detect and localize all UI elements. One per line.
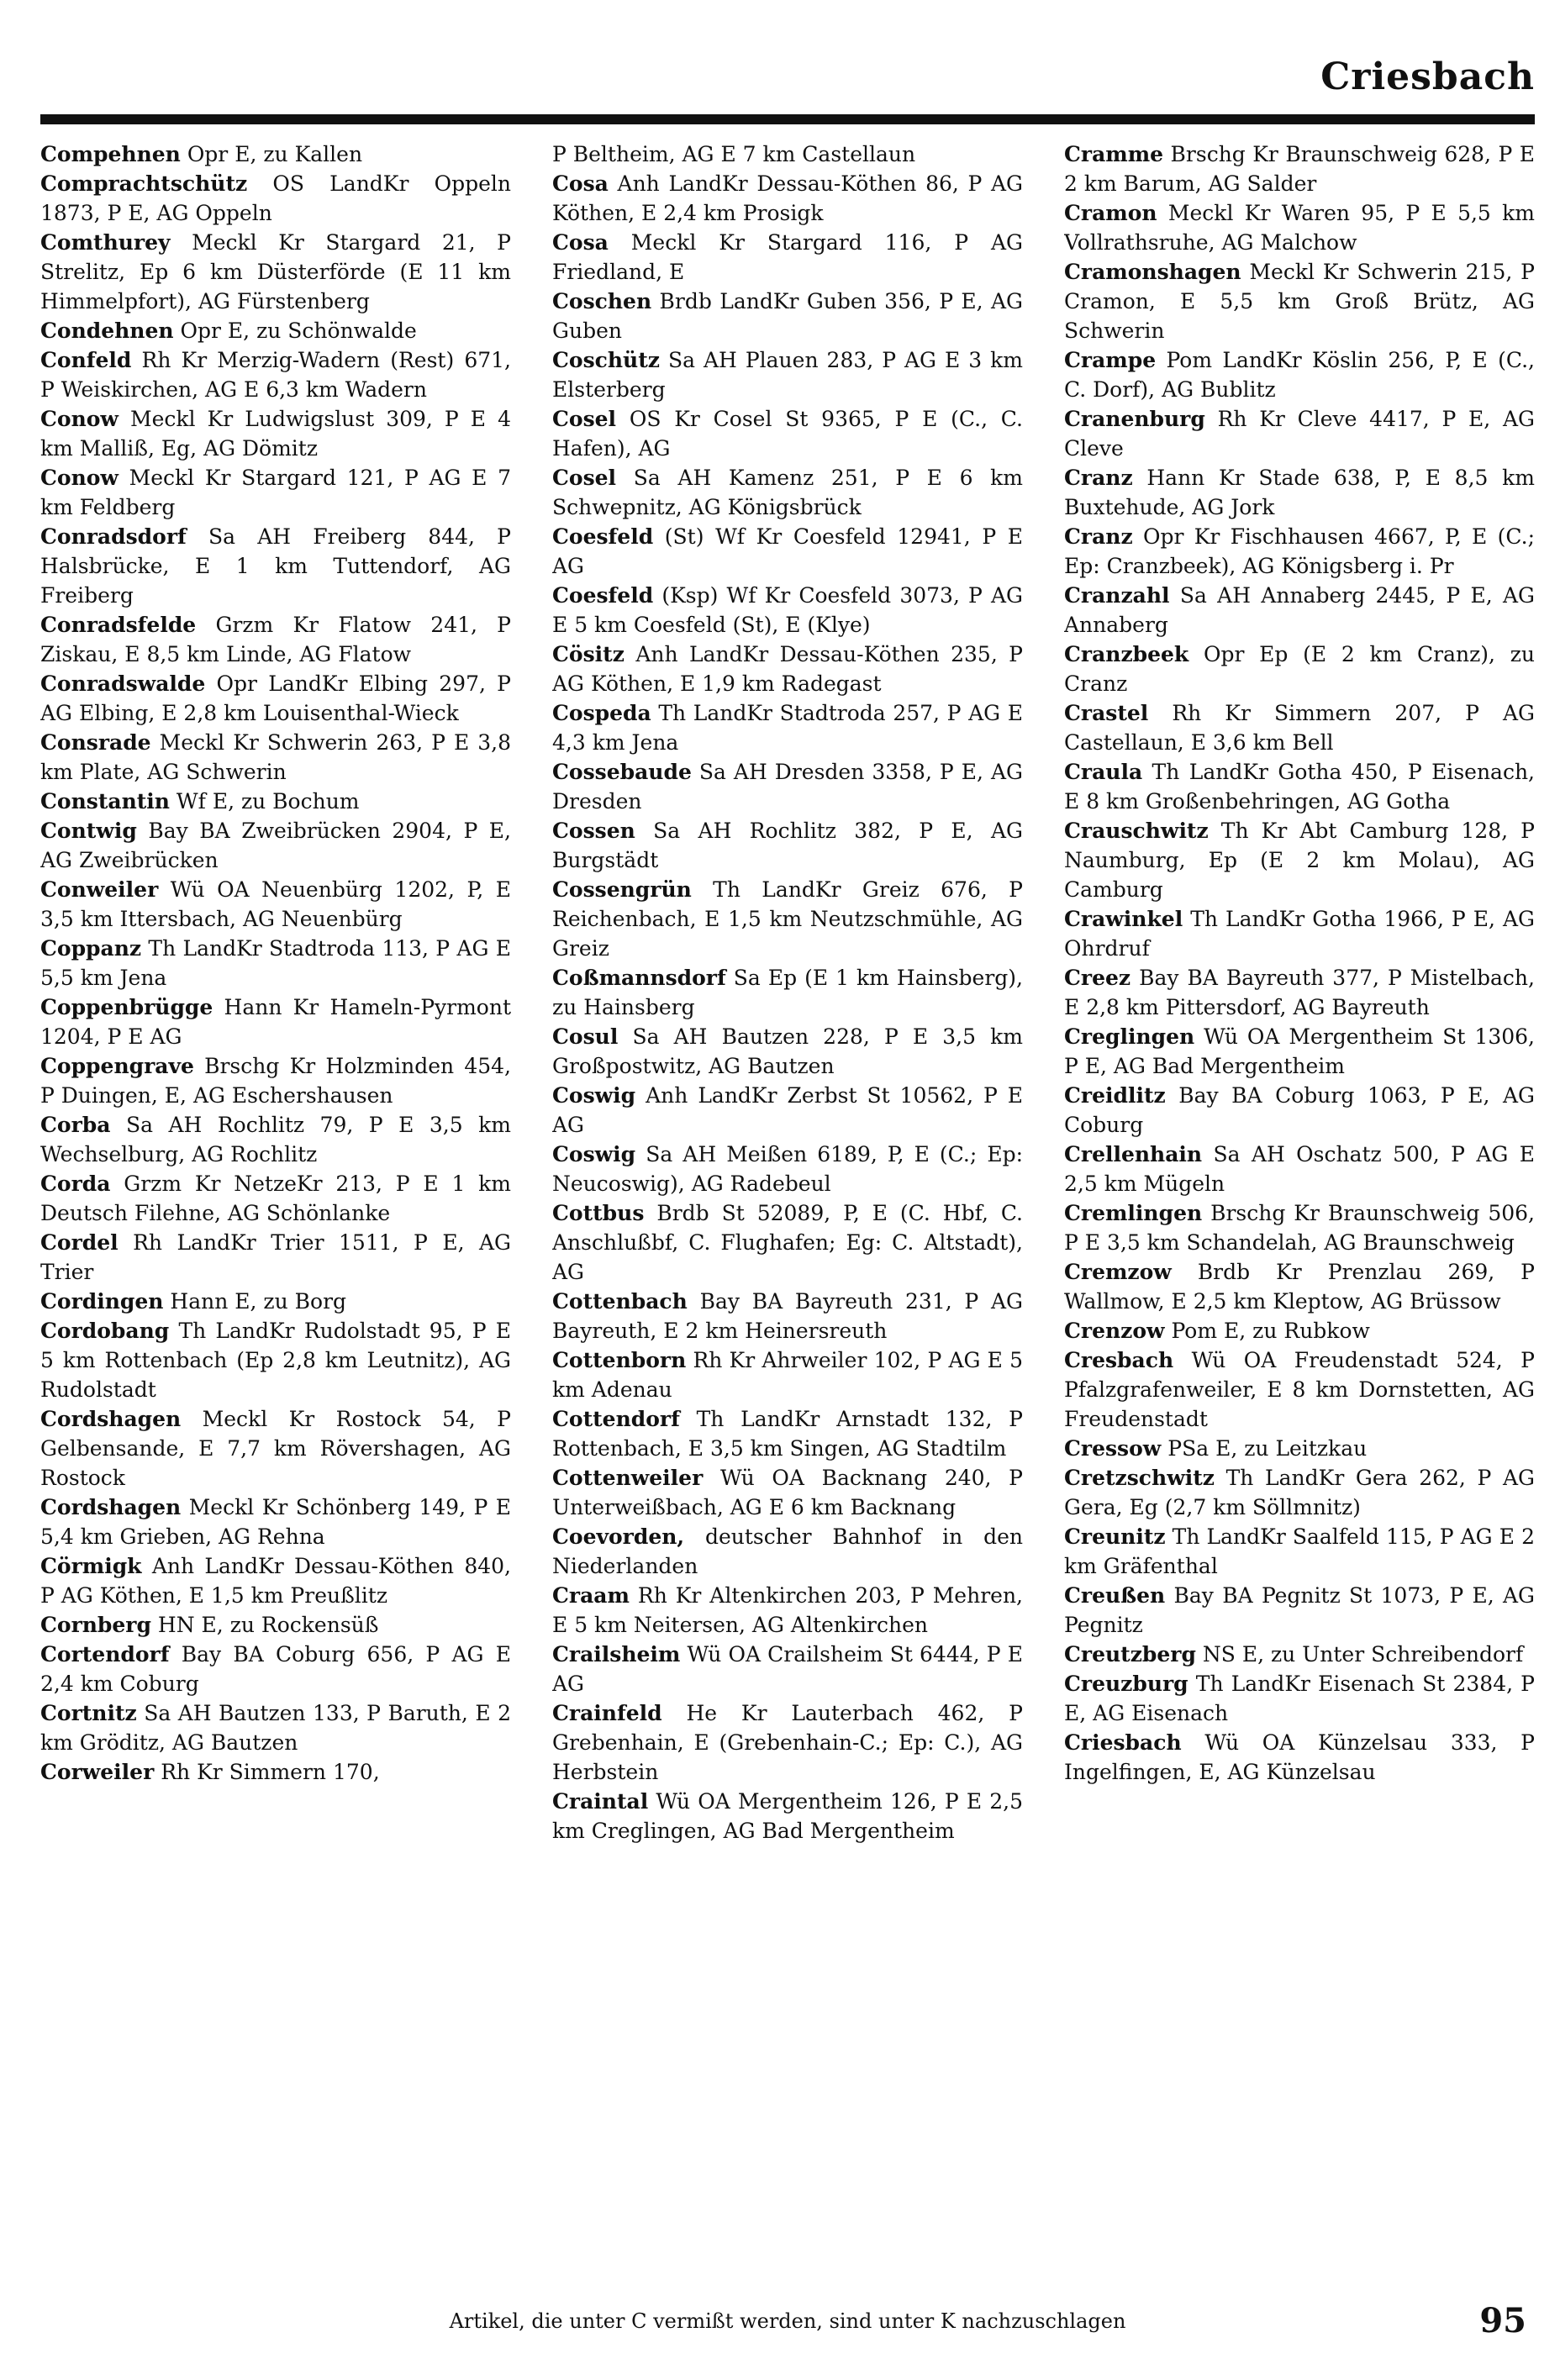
entry-name: Crastel <box>1064 701 1149 725</box>
gazetteer-entry <box>552 963 1023 1022</box>
entry-name: Cremlingen <box>1064 1201 1203 1225</box>
gazetteer-entry <box>552 640 1023 698</box>
entry-text: Wf E, zu Bochum <box>176 789 360 814</box>
entry-name: Cottbus <box>552 1201 645 1225</box>
entry-name: Craam <box>552 1583 630 1608</box>
gazetteer-entry <box>1064 1728 1535 1787</box>
entry-name: Cottenweiler <box>552 1466 704 1490</box>
entry-name: Conow <box>40 407 119 431</box>
entry-text: Sa AH Meißen 6189, P, E (C.; Ep: Neucoswig), AG Radebeul <box>552 1142 1023 1196</box>
entry-text: OS LandKr Oppeln 1873, P E, AG Oppeln <box>40 171 511 225</box>
entry-text: Brdb St 52089, P, E (C. Hbf, C. Anschlußbf, C. Flughafen; Eg: C. Altstadt), AG <box>552 1201 1023 1284</box>
gazetteer-entry <box>40 1316 511 1404</box>
entry-name: Coevorden, <box>552 1524 685 1549</box>
entry-text: Brdb LandKr Guben 356, P E, AG Guben <box>552 289 1023 343</box>
gazetteer-entry <box>1064 698 1535 757</box>
entry-name: Coppengrave <box>40 1054 194 1078</box>
entry-name: Cramon <box>1064 201 1157 225</box>
gazetteer-entry <box>552 1345 1023 1404</box>
entry-text: Brschg Kr Braunschweig 506, P E 3,5 km Schandelah, AG Braunschweig <box>1064 1201 1535 1255</box>
entry-name: Coschütz <box>552 348 660 372</box>
gazetteer-entry <box>1064 345 1535 404</box>
entry-name: Conweiler <box>40 877 159 902</box>
entry-text: Sa AH Freiberg 844, P Halsbrücke, E 1 km Tuttendorf, AG Freiberg <box>40 524 511 608</box>
entry-text: Meckl Kr Stargard 116, P AG Friedland, E <box>552 230 1023 284</box>
gazetteer-entry <box>1064 1316 1535 1345</box>
entry-text: deutscher Bahnhof in den Niederlanden <box>552 1524 1023 1578</box>
entry-name: Crenzow <box>1064 1319 1165 1343</box>
entry-name: Creglingen <box>1064 1024 1195 1049</box>
page-footer <box>40 2301 1535 2343</box>
gazetteer-entry <box>552 169 1023 228</box>
entry-name: Creutzberg <box>1064 1642 1196 1667</box>
entry-name: Corba <box>40 1113 111 1137</box>
entry-name: Conradsdorf <box>40 524 187 549</box>
gazetteer-entry <box>40 228 511 316</box>
entry-text: Meckl Kr Ludwigslust 309, P E 4 km Malliß, Eg, AG Dömitz <box>40 407 511 461</box>
entry-name: Cordshagen <box>40 1407 182 1431</box>
entry-text: Hann Kr Stade 638, P, E 8,5 km Buxtehude, AG Jork <box>1064 466 1535 519</box>
gazetteer-entry <box>552 522 1023 581</box>
entry-name: Cranenburg <box>1064 407 1205 431</box>
gazetteer-entry <box>1064 1345 1535 1434</box>
entry-text: Sa AH Oschatz 500, P AG E 2,5 km Mügeln <box>1064 1142 1535 1196</box>
entry-text: Th LandKr Stadtroda 257, P AG E 4,3 km Jena <box>552 701 1023 755</box>
entry-name: Cosel <box>552 466 617 490</box>
gazetteer-entry <box>1064 1581 1535 1640</box>
entry-text: Brdb Kr Prenzlau 269, P Wallmow, E 2,5 km Kleptow, AG Brüssow <box>1064 1260 1535 1314</box>
gazetteer-entry <box>40 1051 511 1110</box>
gazetteer-entry <box>1064 140 1535 198</box>
gazetteer-entry <box>40 522 511 610</box>
entry-name: Cosa <box>552 230 609 255</box>
entry-name: Cospeda <box>552 701 651 725</box>
gazetteer-entry <box>552 140 1023 169</box>
entry-name: Creuzburg <box>1064 1672 1188 1696</box>
entry-name: Constantin <box>40 789 170 814</box>
entry-text: Meckl Kr Waren 95, P E 5,5 km Vollrathsruhe, AG Malchow <box>1064 201 1535 255</box>
gazetteer-entry <box>40 316 511 345</box>
column-1 <box>40 140 511 2274</box>
entry-name: Comthurey <box>40 230 171 255</box>
entry-name: Conow <box>40 466 119 490</box>
entry-name: Cossebaude <box>552 760 692 784</box>
entry-name: Cösitz <box>552 642 625 666</box>
entry-text: NS E, zu Unter Schreibendorf <box>1202 1642 1524 1667</box>
entry-name: Cranz <box>1064 466 1133 490</box>
entry-name: Coswig <box>552 1083 636 1108</box>
entry-text: Meckl Kr Schönberg 149, P E 5,4 km Grieben, AG Rehna <box>40 1495 511 1549</box>
entry-name: Cortnitz <box>40 1701 137 1725</box>
entry-name: Contwig <box>40 819 137 843</box>
gazetteer-entry <box>552 1404 1023 1463</box>
entry-text: Sa AH Dresden 3358, P E, AG Dresden <box>552 760 1023 814</box>
entry-columns <box>40 140 1535 2274</box>
entry-text: Wü OA Neuenbürg 1202, P, E 3,5 km Ittersbach, AG Neuenbürg <box>40 877 511 931</box>
entry-name: Coesfeld <box>552 583 654 608</box>
entry-text: Pom LandKr Köslin 256, P, E (C., C. Dorf), AG Bublitz <box>1064 348 1535 402</box>
entry-name: Consrade <box>40 730 151 755</box>
gazetteer-entry <box>552 1140 1023 1198</box>
gazetteer-entry <box>40 1610 511 1640</box>
gazetteer-entry <box>552 1787 1023 1846</box>
entry-text: Wü OA Crailsheim St 6444, P E AG <box>552 1642 1023 1696</box>
gazetteer-entry <box>552 287 1023 345</box>
entry-text: Meckl Kr Stargard 121, P AG E 7 km Feldberg <box>40 466 511 519</box>
gazetteer-entry <box>40 1757 511 1787</box>
gazetteer-entry <box>40 1493 511 1551</box>
entry-name: Crailsheim <box>552 1642 681 1667</box>
entry-name: Crawinkel <box>1064 907 1183 931</box>
gazetteer-entry <box>40 610 511 669</box>
gazetteer-entry <box>1064 1081 1535 1140</box>
gazetteer-entry <box>40 1640 511 1698</box>
gazetteer-entry <box>1064 1140 1535 1198</box>
entry-text: Wü OA Mergentheim 126, P E 2,5 km Creglingen, AG Bad Mergentheim <box>552 1789 1023 1843</box>
entry-text: Bay BA Bayreuth 231, P AG Bayreuth, E 2 km Heinersreuth <box>552 1289 1023 1343</box>
gazetteer-entry <box>40 787 511 816</box>
gazetteer-entry <box>40 993 511 1051</box>
entry-name: Criesbach <box>1064 1730 1182 1755</box>
entry-name: Cramonshagen <box>1064 260 1241 284</box>
entry-name: Cordobang <box>40 1319 170 1343</box>
gazetteer-entry <box>552 816 1023 875</box>
gazetteer-entry <box>1064 522 1535 581</box>
entry-text: Sa Ep (E 1 km Hainsberg), zu Hainsberg <box>552 966 1023 1019</box>
gazetteer-entry <box>552 1022 1023 1081</box>
entry-text: Rh Kr Cleve 4417, P E, AG Cleve <box>1064 407 1535 461</box>
entry-text: Th LandKr Saalfeld 115, P AG E 2 km Gräfenthal <box>1064 1524 1535 1578</box>
entry-name: Crampe <box>1064 348 1157 372</box>
entry-text: Rh Kr Simmern 207, P AG Castellaun, E 3,6 km Bell <box>1064 701 1535 755</box>
entry-name: Cranz <box>1064 524 1133 549</box>
entry-name: Coßmannsdorf <box>552 966 726 990</box>
gazetteer-entry <box>552 228 1023 287</box>
entry-text: Anh LandKr Dessau-Köthen 840, P AG Köthen, E 1,5 km Preußlitz <box>40 1554 511 1608</box>
entry-text: Opr Ep (E 2 km Cranz), zu Cranz <box>1064 642 1535 696</box>
gazetteer-entry <box>552 1640 1023 1698</box>
entry-text: Bay BA Coburg 1063, P E, AG Coburg <box>1064 1083 1535 1137</box>
gazetteer-entry <box>1064 1257 1535 1316</box>
entry-text: Wü OA Freudenstadt 524, P Pfalzgrafenweiler, E 8 km Dornstetten, AG Freudenstadt <box>1064 1348 1535 1431</box>
gazetteer-entry <box>1064 1463 1535 1522</box>
entry-text: Pom E, zu Rubkow <box>1171 1319 1370 1343</box>
gazetteer-entry <box>552 1198 1023 1287</box>
entry-name: Confeld <box>40 348 132 372</box>
gazetteer-entry <box>552 1081 1023 1140</box>
entry-text: Rh LandKr Trier 1511, P E, AG Trier <box>40 1230 511 1284</box>
entry-text: Th Kr Abt Camburg 128, P Naumburg, Ep (E 2 km Molau), AG Camburg <box>1064 819 1535 902</box>
entry-text: Bay BA Pegnitz St 1073, P E, AG Pegnitz <box>1064 1583 1535 1637</box>
entry-text: Meckl Kr Rostock 54, P Gelbensande, E 7,7 km Rövershagen, AG Rostock <box>40 1407 511 1490</box>
entry-text: Grzm Kr NetzeKr 213, P E 1 km Deutsch Filehne, AG Schönlanke <box>40 1172 511 1225</box>
entry-name: Creunitz <box>1064 1524 1166 1549</box>
entry-text: Meckl Kr Schwerin 215, P Cramon, E 5,5 km Groß Brütz, AG Schwerin <box>1064 260 1535 343</box>
entry-name: Conradsfelde <box>40 613 197 637</box>
entry-name: Cosa <box>552 171 609 196</box>
entry-text: Rh Kr Simmern 170, <box>161 1760 380 1784</box>
gazetteer-entry <box>40 728 511 787</box>
entry-name: Cretzschwitz <box>1064 1466 1215 1490</box>
entry-text: He Kr Lauterbach 462, P Grebenhain, E (Grebenhain-C.; Ep: C.), AG Herbstein <box>552 1701 1023 1784</box>
entry-text: Wü OA Backnang 240, P Unterweißbach, AG E 6 km Backnang <box>552 1466 1023 1519</box>
entry-text: Th LandKr Eisenach St 2384, P E, AG Eisenach <box>1064 1672 1535 1725</box>
entry-text: Anh LandKr Zerbst St 10562, P E AG <box>552 1083 1023 1137</box>
gazetteer-entry <box>40 875 511 934</box>
gazetteer-entry <box>1064 198 1535 257</box>
entry-text: Bay BA Coburg 656, P AG E 2,4 km Coburg <box>40 1642 511 1696</box>
entry-text: Sa AH Rochlitz 382, P E, AG Burgstädt <box>552 819 1023 872</box>
gazetteer-entry <box>1064 816 1535 904</box>
entry-name: Cottenbach <box>552 1289 688 1314</box>
entry-name: Craula <box>1064 760 1143 784</box>
entry-text: Opr E, zu Schönwalde <box>180 319 417 343</box>
entry-text: Anh LandKr Dessau-Köthen 86, P AG Köthen, E 2,4 km Prosigk <box>552 171 1023 225</box>
gazetteer-entry <box>1064 640 1535 698</box>
entry-name: Cranzbeek <box>1064 642 1189 666</box>
entry-name: Cossengrün <box>552 877 692 902</box>
page-number: 95 <box>1479 2301 1526 2341</box>
entry-name: Cortendorf <box>40 1642 170 1667</box>
gazetteer-entry <box>552 1581 1023 1640</box>
gazetteer-entry <box>1064 963 1535 1022</box>
header-rule <box>40 114 1535 124</box>
gazetteer-entry <box>1064 1522 1535 1581</box>
gazetteer-entry <box>1064 581 1535 640</box>
gazetteer-entry <box>552 757 1023 816</box>
entry-name: Cordshagen <box>40 1495 182 1519</box>
entry-text: Wü OA Künzelsau 333, P Ingelfingen, E, AG Künzelsau <box>1064 1730 1535 1784</box>
entry-name: Cranzahl <box>1064 583 1170 608</box>
entry-name: Compehnen <box>40 142 181 166</box>
gazetteer-entry <box>552 1522 1023 1581</box>
column-3 <box>1064 140 1535 2274</box>
gazetteer-entry <box>40 1228 511 1287</box>
gazetteer-entry <box>1064 257 1535 345</box>
gazetteer-entry <box>40 404 511 463</box>
entry-name: Cosul <box>552 1024 619 1049</box>
gazetteer-entry <box>40 169 511 228</box>
entry-name: Cordingen <box>40 1289 164 1314</box>
gazetteer-entry <box>552 1698 1023 1787</box>
footer-note: Artikel, die unter C vermißt werden, sind unter K nachzuschlagen <box>449 2309 1126 2333</box>
entry-text: Rh Kr Ahrweiler 102, P AG E 5 km Adenau <box>552 1348 1023 1402</box>
gazetteer-entry <box>1064 463 1535 522</box>
gazetteer-entry <box>1064 904 1535 963</box>
entry-name: Conradswalde <box>40 671 206 696</box>
entry-text: (Ksp) Wf Kr Coesfeld 3073, P AG E 5 km Coesfeld (St), E (Klye) <box>552 583 1023 637</box>
entry-name: Crainfeld <box>552 1701 662 1725</box>
gazetteer-entry <box>40 1169 511 1228</box>
gazetteer-entry <box>1064 1198 1535 1257</box>
gazetteer-entry <box>40 669 511 728</box>
gazetteer-entry <box>1064 757 1535 816</box>
entry-text: Rh Kr Altenkirchen 203, P Mehren, E 5 km Neitersen, AG Altenkirchen <box>552 1583 1023 1637</box>
entry-text: Th LandKr Greiz 676, P Reichenbach, E 1,5 km Neutzschmühle, AG Greiz <box>552 877 1023 961</box>
entry-name: Coesfeld <box>552 524 654 549</box>
gazetteer-entry <box>40 816 511 875</box>
gazetteer-entry <box>1064 1669 1535 1728</box>
entry-name: Cramme <box>1064 142 1164 166</box>
entry-text: Sa AH Rochlitz 79, P E 3,5 km Wechselburg, AG Rochlitz <box>40 1113 511 1166</box>
entry-text: Th LandKr Rudolstadt 95, P E 5 km Rottenbach (Ep 2,8 km Leutnitz), AG Rudolstadt <box>40 1319 511 1402</box>
entry-name: Cörmigk <box>40 1554 142 1578</box>
entry-name: Craintal <box>552 1789 649 1814</box>
entry-text: Th LandKr Gotha 1966, P E, AG Ohrdruf <box>1064 907 1535 961</box>
running-head: Criesbach <box>1320 55 1535 98</box>
entry-name: Coswig <box>552 1142 636 1166</box>
entry-text: Wü OA Mergentheim St 1306, P E, AG Bad Mergentheim <box>1064 1024 1535 1078</box>
entry-name: Comprachtschütz <box>40 171 248 196</box>
gazetteer-entry <box>40 1551 511 1610</box>
entry-text: (St) Wf Kr Coesfeld 12941, P E AG <box>552 524 1023 578</box>
entry-text: Bay BA Zweibrücken 2904, P E, AG Zweibrücken <box>40 819 511 872</box>
entry-text: Hann Kr Hameln-Pyrmont 1204, P E AG <box>40 995 511 1049</box>
gazetteer-entry <box>1064 404 1535 463</box>
entry-text: Anh LandKr Dessau-Köthen 235, P AG Köthen, E 1,9 km Radegast <box>552 642 1023 696</box>
gazetteer-entry <box>552 1287 1023 1345</box>
gazetteer-entry <box>552 463 1023 522</box>
entry-text: Sa AH Annaberg 2445, P E, AG Annaberg <box>1064 583 1535 637</box>
entry-name: Corweiler <box>40 1760 155 1784</box>
gazetteer-entry <box>40 1404 511 1493</box>
entry-text: Opr Kr Fischhausen 4667, P, E (C.; Ep: Cranzbeek), AG Königsberg i. Pr <box>1064 524 1535 578</box>
entry-text: Sa AH Bautzen 228, P E 3,5 km Großpostwitz, AG Bautzen <box>552 1024 1023 1078</box>
gazetteer-entry <box>552 1463 1023 1522</box>
gazetteer-entry <box>40 463 511 522</box>
entry-text: Sa AH Plauen 283, P AG E 3 km Elsterberg <box>552 348 1023 402</box>
entry-name: Creez <box>1064 966 1131 990</box>
gazetteer-entry <box>552 345 1023 404</box>
entry-name: Cottendorf <box>552 1407 680 1431</box>
gazetteer-entry <box>552 875 1023 963</box>
entry-name: Coschen <box>552 289 652 313</box>
entry-text: Sa AH Kamenz 251, P E 6 km Schwepnitz, AG Königsbrück <box>552 466 1023 519</box>
entry-name: Creußen <box>1064 1583 1166 1608</box>
entry-text: Th LandKr Gera 262, P AG Gera, Eg (2,7 km Söllmnitz) <box>1064 1466 1535 1519</box>
entry-text: Th LandKr Arnstadt 132, P Rottenbach, E 3,5 km Singen, AG Stadtilm <box>552 1407 1023 1461</box>
gazetteer-entry <box>40 1110 511 1169</box>
entry-text: OS Kr Cosel St 9365, P E (C., C. Hafen), AG <box>552 407 1023 461</box>
entry-text: Brschg Kr Holzminden 454, P Duingen, E, AG Eschershausen <box>40 1054 511 1108</box>
entry-name: Cornberg <box>40 1613 151 1637</box>
gazetteer-entry <box>40 1287 511 1316</box>
gazetteer-entry <box>40 1698 511 1757</box>
entry-name: Coppenbrügge <box>40 995 213 1019</box>
entry-text: Th LandKr Gotha 450, P Eisenach, E 8 km Großenbehringen, AG Gotha <box>1064 760 1535 814</box>
entry-text: HN E, zu Rockensüß <box>157 1613 379 1637</box>
entry-text: P Beltheim, AG E 7 km Castellaun <box>552 142 916 166</box>
entry-name: Cosel <box>552 407 617 431</box>
entry-text: Hann E, zu Borg <box>170 1289 347 1314</box>
entry-text: PSa E, zu Leitzkau <box>1167 1436 1368 1461</box>
entry-text: Grzm Kr Flatow 241, P Ziskau, E 8,5 km Linde, AG Flatow <box>40 613 511 666</box>
gazetteer-entry <box>40 934 511 993</box>
entry-text: Sa AH Bautzen 133, P Baruth, E 2 km Gröditz, AG Bautzen <box>40 1701 511 1755</box>
entry-name: Creidlitz <box>1064 1083 1166 1108</box>
entry-name: Cossen <box>552 819 635 843</box>
entry-text: Opr E, zu Kallen <box>187 142 363 166</box>
entry-name: Crauschwitz <box>1064 819 1209 843</box>
entry-text: Bay BA Bayreuth 377, P Mistelbach, E 2,8 km Pittersdorf, AG Bayreuth <box>1064 966 1535 1019</box>
gazetteer-entry <box>552 404 1023 463</box>
gazetteer-entry <box>1064 1434 1535 1463</box>
gazetteer-entry <box>40 345 511 404</box>
entry-text: Meckl Kr Stargard 21, P Strelitz, Ep 6 km Düsterförde (E 11 km Himmelpfort), AG Fürstenberg <box>40 230 511 313</box>
gazetteer-entry <box>40 140 511 169</box>
entry-name: Crellenhain <box>1064 1142 1203 1166</box>
entry-name: Condehnen <box>40 319 174 343</box>
entry-text: Opr LandKr Elbing 297, P AG Elbing, E 2,8 km Louisenthal-Wieck <box>40 671 511 725</box>
gazetteer-entry <box>1064 1022 1535 1081</box>
entry-text: Th LandKr Stadtroda 113, P AG E 5,5 km Jena <box>40 936 511 990</box>
entry-name: Cresbach <box>1064 1348 1174 1372</box>
entry-name: Cressow <box>1064 1436 1162 1461</box>
entry-text: Meckl Kr Schwerin 263, P E 3,8 km Plate, AG Schwerin <box>40 730 511 784</box>
entry-text: Brschg Kr Braunschweig 628, P E 2 km Barum, AG Salder <box>1064 142 1535 196</box>
gazetteer-entry <box>552 581 1023 640</box>
entry-name: Coppanz <box>40 936 142 961</box>
entry-name: Cordel <box>40 1230 119 1255</box>
entry-name: Cremzow <box>1064 1260 1172 1284</box>
column-2 <box>552 140 1023 2274</box>
entry-name: Corda <box>40 1172 111 1196</box>
gazetteer-entry <box>1064 1640 1535 1669</box>
entry-name: Cottenborn <box>552 1348 687 1372</box>
gazetteer-entry <box>552 698 1023 757</box>
entry-text: Rh Kr Merzig-Wadern (Rest) 671, P Weiskirchen, AG E 6,3 km Wadern <box>40 348 511 402</box>
